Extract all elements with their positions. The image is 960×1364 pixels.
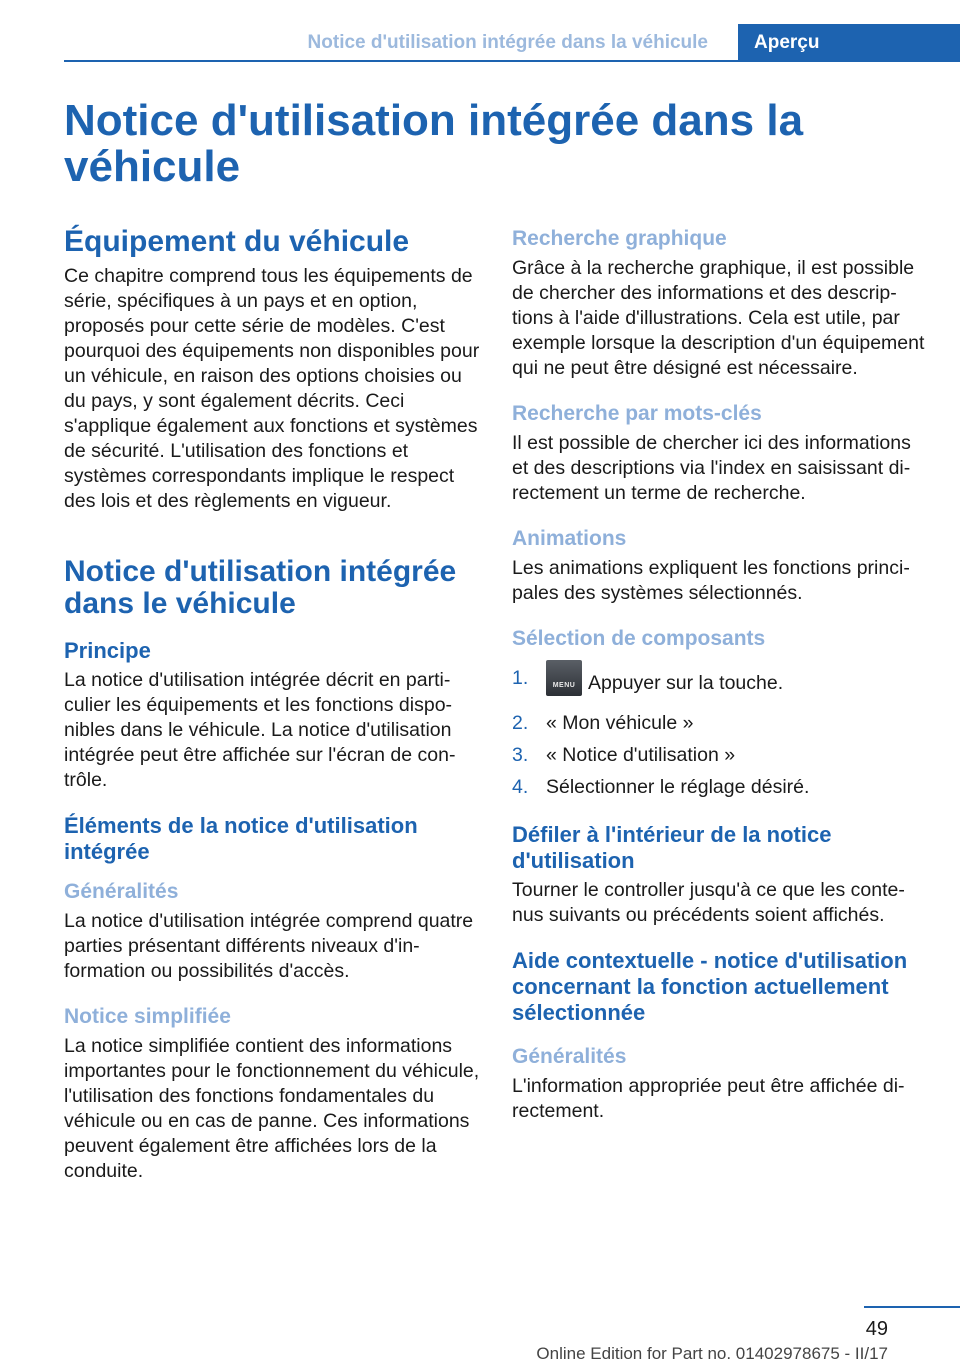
step-text: « Mon véhicule » <box>546 712 694 734</box>
heading-defiler: Défiler à l'intérieur de la notice d'utilisation <box>512 822 832 873</box>
header-chapter-tab: Aperçu <box>738 24 960 62</box>
paragraph-recherche-graphique: Grâce à la recherche graphique, il est possible de chercher des informations et des descriptions à l'aide d'illustrations. Cela est utile, par exemple lorsque la description d'un équipement qui ne peut être désigné est nécessaire. <box>512 257 925 379</box>
menu-button-icon <box>546 660 582 696</box>
heading-notice-simplifiee: Notice simplifiée <box>64 1005 231 1028</box>
step-text: « Notice d'utilisation » <box>546 744 736 766</box>
page-title: Notice d'utilisation intégrée dans la véhicule <box>64 96 804 191</box>
heading-equipement: Équipement du véhicule <box>64 225 410 258</box>
left-column <box>64 226 480 1204</box>
paragraph-notice-simplifiee: La notice simplifiée contient des informations importantes pour le fonctionnement du véhicule, l'utilisation des fonctions fondamentales du véhicule ou en cas de panne. Ces informations peuvent également être affichées lors de la conduite. <box>64 1035 480 1182</box>
header-rule <box>64 60 960 62</box>
right-column <box>512 226 928 1144</box>
header-section-title: Notice d'utilisation intégrée dans la véhicule <box>307 32 708 53</box>
running-header <box>0 0 960 62</box>
paragraph-animations: Les animations expliquent les fonctions principales des systèmes sélectionnés. <box>512 557 910 604</box>
menu-icon-label: MENU <box>552 682 576 689</box>
heading-notice-integree: Notice d'utilisation intégrée dans le véhicule <box>64 555 457 620</box>
step-number: 1. <box>512 667 529 689</box>
heading-generalites: Généralités <box>64 880 179 903</box>
heading-generalites-2: Généralités <box>512 1045 627 1068</box>
paragraph-generalites: La notice d'utilisation intégrée comprend quatre parties présentant différents niveaux d'information ou possibilités d'accès. <box>64 910 474 982</box>
page-number: 49 <box>865 1318 888 1340</box>
paragraph-generalites-2: L'information appropriée peut être affichée directement. <box>512 1075 905 1122</box>
page-footer <box>0 1282 960 1362</box>
paragraph-principe: La notice d'utilisation intégrée décrit en particulier les équipements et les fonctions disponibles dans le véhicule. La notice d'utilisation intégrée peut être affichée sur l'écran de contrôle. <box>64 669 456 791</box>
step-number: 3. <box>512 744 529 766</box>
list-item <box>512 775 928 800</box>
edition-note: Online Edition for Part no. 01402978675 - II/17 <box>536 1344 888 1363</box>
list-item <box>512 711 928 736</box>
step-text: Appuyer sur la touche. <box>588 672 784 695</box>
paragraph-defiler: Tourner le controller jusqu'à ce que les contenus suivants ou précédents soient affichés. <box>512 879 905 926</box>
heading-recherche-graphique: Recherche graphique <box>512 227 727 250</box>
heading-elements: Éléments de la notice d'utilisation intégrée <box>64 813 418 864</box>
list-item <box>512 666 928 704</box>
heading-selection-composants: Sélection de composants <box>512 627 766 650</box>
heading-principe: Principe <box>64 638 151 663</box>
paragraph-recherche-mots-cles: Il est possible de chercher ici des informations et des descriptions via l'index en saisissant directement un terme de recherche. <box>512 432 911 504</box>
paragraph-equipement: Ce chapitre comprend tous les équipements de série, spécifiques à un pays et en option, proposés pour cette série de modèles. C'est pourquoi des équipements non disponibles pour un véhicule, en raison des options choisies ou du pays, y sont également décrits. Ceci s'applique également aux fonctions et systèmes de sécurité. L'utilisation des fonctions et systèmes correspondants implique le respect des lois et des règlements en vigueur. <box>64 265 480 512</box>
list-item <box>512 743 928 768</box>
step-text: Sélectionner le réglage désiré. <box>546 776 810 798</box>
step-number: 4. <box>512 776 529 798</box>
heading-recherche-mots-cles: Recherche par mots-clés <box>512 402 762 425</box>
steps-list <box>512 666 928 800</box>
footer-rule <box>864 1306 960 1308</box>
heading-aide-contextuelle: Aide contextuelle - notice d'utilisation concernant la fonction actuellement sélectionnée <box>512 948 908 1025</box>
heading-animations: Animations <box>512 527 627 550</box>
step-number: 2. <box>512 712 529 734</box>
